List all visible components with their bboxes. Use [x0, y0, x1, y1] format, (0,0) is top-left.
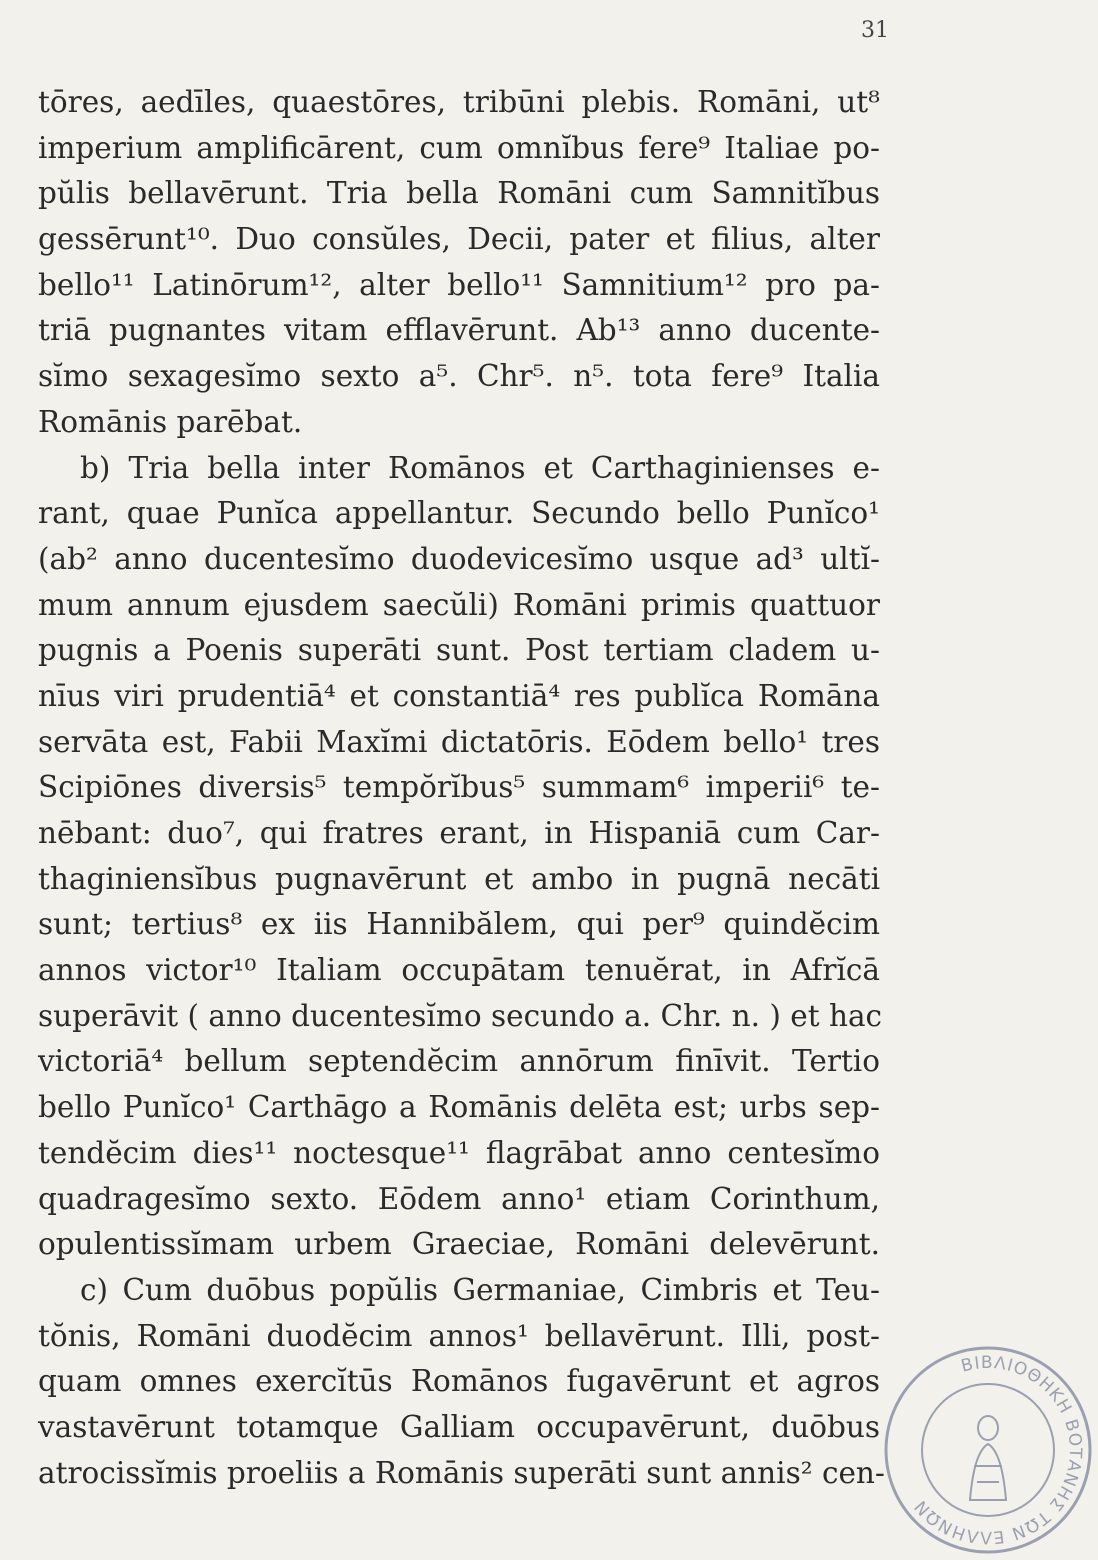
- page-number: 31: [861, 18, 889, 43]
- text-line: thaginiensĭbus pugnavērunt et ambo in pugnā necāti: [38, 861, 880, 896]
- text-line: pŭlis bellavērunt. Tria bella Romāni cum Samnitĭbus: [38, 176, 880, 211]
- text-line: annos victor¹⁰ Italiam occupātam tenuĕrat, in Afrĭcā: [38, 953, 880, 988]
- stamp-figure-icon: [970, 1416, 1006, 1500]
- text-line: c) Cum duōbus popŭlis Germaniae, Cimbris et Teu-: [80, 1272, 880, 1307]
- text-line: tŏnis, Romāni duodĕcim annos¹ bellavērunt. Illi, post-: [38, 1318, 880, 1353]
- body-text: [38, 80, 885, 1496]
- text-line: servāta est, Fabii Maxĭmi dictatōris. Eōdem bello¹ tres: [38, 724, 880, 759]
- text-line: gessērunt¹⁰. Duo consŭles, Decii, pater et filius, alter: [38, 222, 880, 257]
- text-line: (ab² anno ducentesĭmo duodevicesĭmo usque ad³ ultĭ-: [38, 541, 880, 576]
- text-line: victoriā⁴ bellum septendĕcim annōrum finīvit. Tertio: [38, 1044, 880, 1079]
- stamp-text: ΒΙΒΛΙΟΘΗΚΗ ΒΟΤΑΝΗΣ ΤΩΝ ΕΛΛΗΝΩΝ: [910, 1352, 1086, 1548]
- text-line: pugnis a Poenis superāti sunt. Post tertiam cladem u-: [38, 633, 880, 668]
- text-line: quadragesĭmo sexto. Eōdem anno¹ etiam Corinthum,: [38, 1181, 880, 1216]
- text-line: tōres, aedīles, quaestōres, tribūni plebis. Romāni, ut⁸: [38, 85, 880, 119]
- text-line: triā pugnantes vitam efflavērunt. Ab¹³ anno ducente-: [38, 313, 880, 348]
- text-line: b) Tria bella inter Romānos et Carthaginienses e-: [80, 450, 880, 485]
- text-line: rant, quae Punĭca appellantur. Secundo bello Punĭco¹: [38, 496, 880, 531]
- text-line: imperium amplificārent, cum omnĭbus fere⁹ Italiae po-: [38, 130, 880, 165]
- text-line: mum annum ejusdem saecŭli) Romāni primis quattuor: [38, 587, 880, 622]
- text-line: atrocissĭmis proeliis a Romānis superāti sunt annis² cen-: [38, 1455, 885, 1490]
- text-line: nīus viri prudentiā⁴ et constantiā⁴ res publĭca Romāna: [38, 678, 880, 713]
- text-line: Romānis parēbat.: [38, 404, 303, 439]
- text-line: opulentissĭmam urbem Graeciae, Romāni delevērunt.: [38, 1227, 880, 1262]
- text-line: bello Punĭco¹ Carthāgo a Romānis delēta est; urbs sep-: [38, 1090, 880, 1125]
- text-line: sunt; tertius⁸ ex iis Hannibălem, qui per⁹ quindĕcim: [38, 907, 880, 942]
- text-line: superāvit ( anno ducentesĭmo secundo a. Chr. n. ) et hac: [38, 998, 883, 1033]
- stamp-outer-ring: [886, 1348, 1090, 1552]
- text-line: Scipiōnes diversis⁵ tempŏrĭbus⁵ summam⁶ imperii⁶ te-: [38, 770, 880, 805]
- text-line: vastavērunt totamque Galliam occupavērunt, duōbus: [38, 1409, 880, 1444]
- text-line: tendĕcim dies¹¹ noctesque¹¹ flagrābat anno centesĭmo: [38, 1135, 880, 1170]
- text-line: quam omnes exercĭtūs Romānos fugavērunt et agros: [38, 1364, 880, 1399]
- text-line: nēbant: duo⁷, qui fratres erant, in Hispaniā cum Car-: [38, 816, 880, 850]
- stamp-inner-ring: [922, 1384, 1054, 1516]
- text-line: sĭmo sexagesĭmo sexto a⁵. Chr⁵. n⁵. tota fere⁹ Italia: [38, 359, 880, 394]
- library-stamp: [878, 1340, 1098, 1560]
- text-line: bello¹¹ Latinōrum¹², alter bello¹¹ Samnitium¹² pro pa-: [38, 267, 880, 302]
